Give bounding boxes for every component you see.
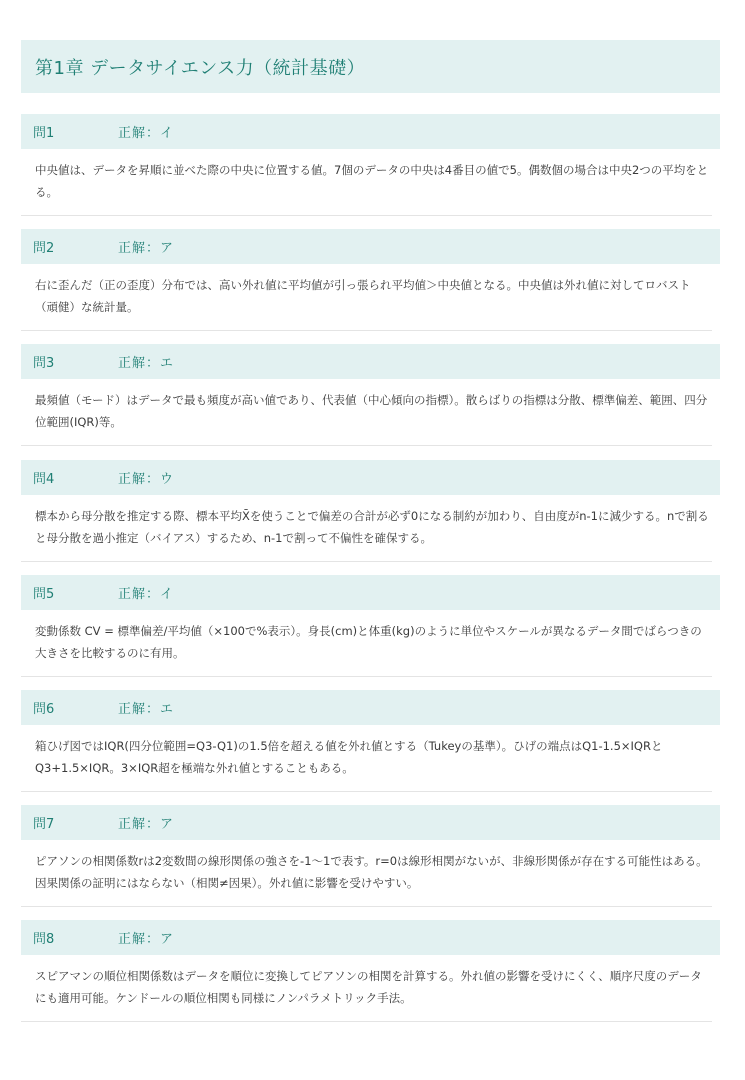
correct-answer: 正解：ウ — [118, 472, 175, 487]
question-header — [21, 114, 720, 149]
question-header — [21, 575, 720, 610]
question-number: 問6 — [33, 702, 55, 717]
divider — [21, 445, 712, 446]
question-header — [21, 805, 720, 840]
question-explanation: 変動係数 CV = 標準偏差/平均値（×100で%表示）。身長(cm)と体重(kg)のように単位やスケールが異なるデータ間でばらつきの大きさを比較するのに有用。 — [35, 624, 702, 660]
question-block-6 — [21, 690, 720, 792]
divider — [21, 676, 712, 677]
correct-answer: 正解：イ — [118, 587, 175, 602]
question-number: 問4 — [33, 472, 55, 487]
question-explanation: 最頻値（モード）はデータで最も頻度が高い値であり、代表値（中心傾向の指標）。散らばりの指標は分散、標準偏差、範囲、四分位範囲(IQR)等。 — [35, 393, 708, 429]
question-explanation: ピアソンの相関係数rは2変数間の線形関係の強さを-1〜1で表す。r=0は線形相関がないが、非線形関係が存在する可能性はある。因果関係の証明にはならない（相関≠因果）。外れ値に影響を受けやすい。 — [35, 854, 708, 890]
divider — [21, 1021, 712, 1022]
correct-answer: 正解：ア — [118, 817, 175, 832]
correct-answer: 正解：エ — [118, 702, 175, 717]
question-header — [21, 920, 720, 955]
question-explanation: 中央値は、データを昇順に並べた際の中央に位置する値。7個のデータの中央は4番目の値で5。偶数個の場合は中央2つの平均をとる。 — [35, 163, 709, 199]
question-number: 問3 — [33, 356, 55, 371]
divider — [21, 330, 712, 331]
correct-answer: 正解：ア — [118, 932, 175, 947]
question-block-2 — [21, 229, 720, 331]
question-explanation: 標本から母分散を推定する際、標本平均X̄を使うことで偏差の合計が必ず0になる制約が加わり、自由度がn-1に減少する。nで割ると母分散を過小推定（バイアス）するため、n-1で割って不偏性を確保する。 — [35, 509, 709, 545]
question-number: 問2 — [33, 241, 55, 256]
question-header — [21, 344, 720, 379]
question-number: 問5 — [33, 587, 55, 602]
divider — [21, 791, 712, 792]
correct-answer: 正解：ア — [118, 241, 175, 256]
chapter-title: 第1章 データサイエンス力（統計基礎） — [21, 40, 720, 93]
question-header — [21, 690, 720, 725]
question-block-5 — [21, 575, 720, 677]
question-number: 問8 — [33, 932, 55, 947]
question-explanation: 箱ひげ図ではIQR(四分位範囲=Q3-Q1)の1.5倍を超える値を外れ値とする（Tukeyの基準）。ひげの端点はQ1-1.5×IQRとQ3+1.5×IQR。3×IQR超を極端な外れ値とすることもある。 — [35, 739, 663, 775]
question-explanation: 右に歪んだ（正の歪度）分布では、高い外れ値に平均値が引っ張られ平均値＞中央値となる。中央値は外れ値に対してロバスト（頑健）な統計量。 — [35, 278, 691, 314]
question-number: 問1 — [33, 126, 55, 141]
correct-answer: 正解：イ — [118, 126, 175, 141]
divider — [21, 215, 712, 216]
question-number: 問7 — [33, 817, 55, 832]
question-explanation: スピアマンの順位相関係数はデータを順位に変換してピアソンの相関を計算する。外れ値の影響を受けにくく、順序尺度のデータにも適用可能。ケンドールの順位相関も同様にノンパラメトリック手法。 — [35, 969, 702, 1005]
divider — [21, 906, 712, 907]
question-block-4 — [21, 460, 720, 562]
question-block-8 — [21, 920, 720, 1022]
question-block-3 — [21, 344, 720, 446]
question-block-1 — [21, 114, 720, 216]
question-block-7 — [21, 805, 720, 907]
correct-answer: 正解：エ — [118, 356, 175, 371]
question-header — [21, 229, 720, 264]
divider — [21, 561, 712, 562]
question-header — [21, 460, 720, 495]
